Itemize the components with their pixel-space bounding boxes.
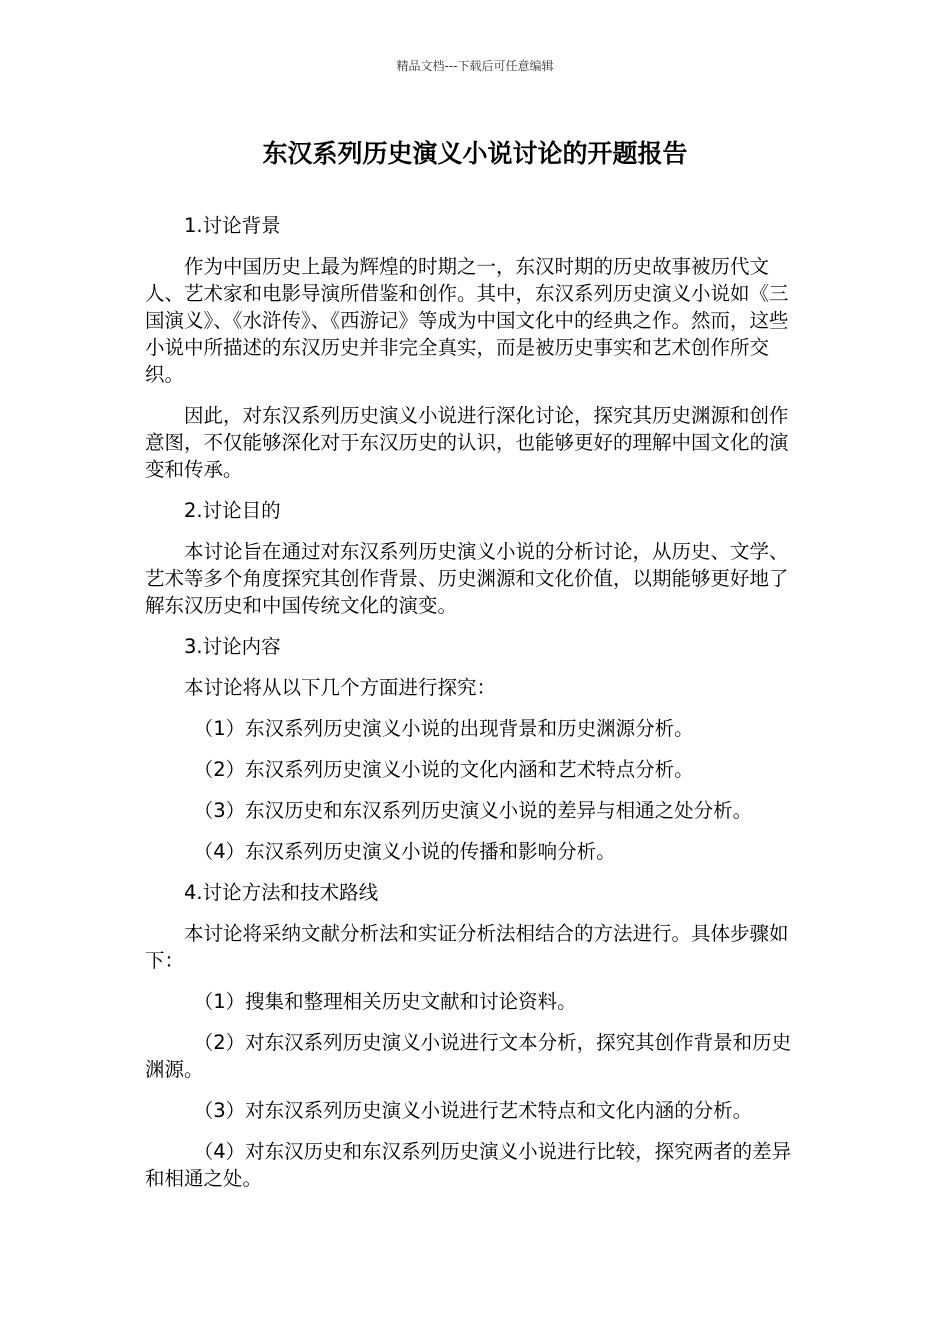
section-3-intro: 本讨论将从以下几个方面进行探究： [184,676,497,699]
page-header: 精品文档---下载后可任意编辑 [396,59,554,73]
section-4-list-item: （3）对东汉系列历史演义小说进行艺术特点和文化内涵的分析。 [193,1099,753,1122]
section-1-heading: 1.讨论背景 [184,214,281,237]
section-3-heading: 3.讨论内容 [184,635,281,658]
section-3-list-item: （1）东汉系列历史演义小说的出现背景和历史渊源分析。 [193,717,694,740]
document-body [145,212,805,1206]
section-2-heading: 2.讨论目的 [184,499,281,522]
section-3-list-item: （2）东汉系列历史演义小说的文化内涵和艺术特点分析。 [193,758,694,781]
document-title: 东汉系列历史演义小说讨论的开题报告 [262,139,688,168]
section-4-list-item: （2）对东汉系列历史演义小说进行文本分析，探究其创作背景和历史渊源。 [145,1031,792,1081]
section-2-paragraph-1: 本讨论旨在通过对东汉系列历史演义小说的分析讨论，从历史、文学、艺术等多个角度探究其创作背景、历史渊源和文化价值，以期能够更好地了解东汉历史和中国传统文化的演变。 [145,540,789,617]
section-4-intro: 本讨论将采纳文献分析法和实证分析法相结合的方法进行。具体步骤如下： [145,922,789,972]
section-1-paragraph-2: 因此，对东汉系列历史演义小说进行深化讨论，探究其历史渊源和创作意图，不仅能够深化对于东汉历史的认识，也能够更好的理解中国文化的演变和传承。 [145,404,789,481]
section-4-heading: 4.讨论方法和技术路线 [184,881,379,904]
section-3-list-item: （4）东汉系列历史演义小说的传播和影响分析。 [193,840,616,863]
section-3-list-item: （3）东汉历史和东汉系列历史演义小说的差异与相通之处分析。 [193,799,753,822]
section-4-list-item: （4）对东汉历史和东汉系列历史演义小说进行比较，探究两者的差异和相通之处。 [145,1140,792,1190]
section-4-list-item: （1）搜集和整理相关历史文献和讨论资料。 [193,990,577,1013]
section-1-paragraph-1: 作为中国历史上最为辉煌的时期之一，东汉时期的历史故事被历代文人、艺术家和电影导演所借鉴和创作。其中，东汉系列历史演义小说如《三国演义》、《水浒传》、《西游记》等成为中国文化中的经典之作。然而，这些小说中所描述的东汉历史并非完全真实，而是被历史事实和艺术创作所交织。 [145,255,789,386]
